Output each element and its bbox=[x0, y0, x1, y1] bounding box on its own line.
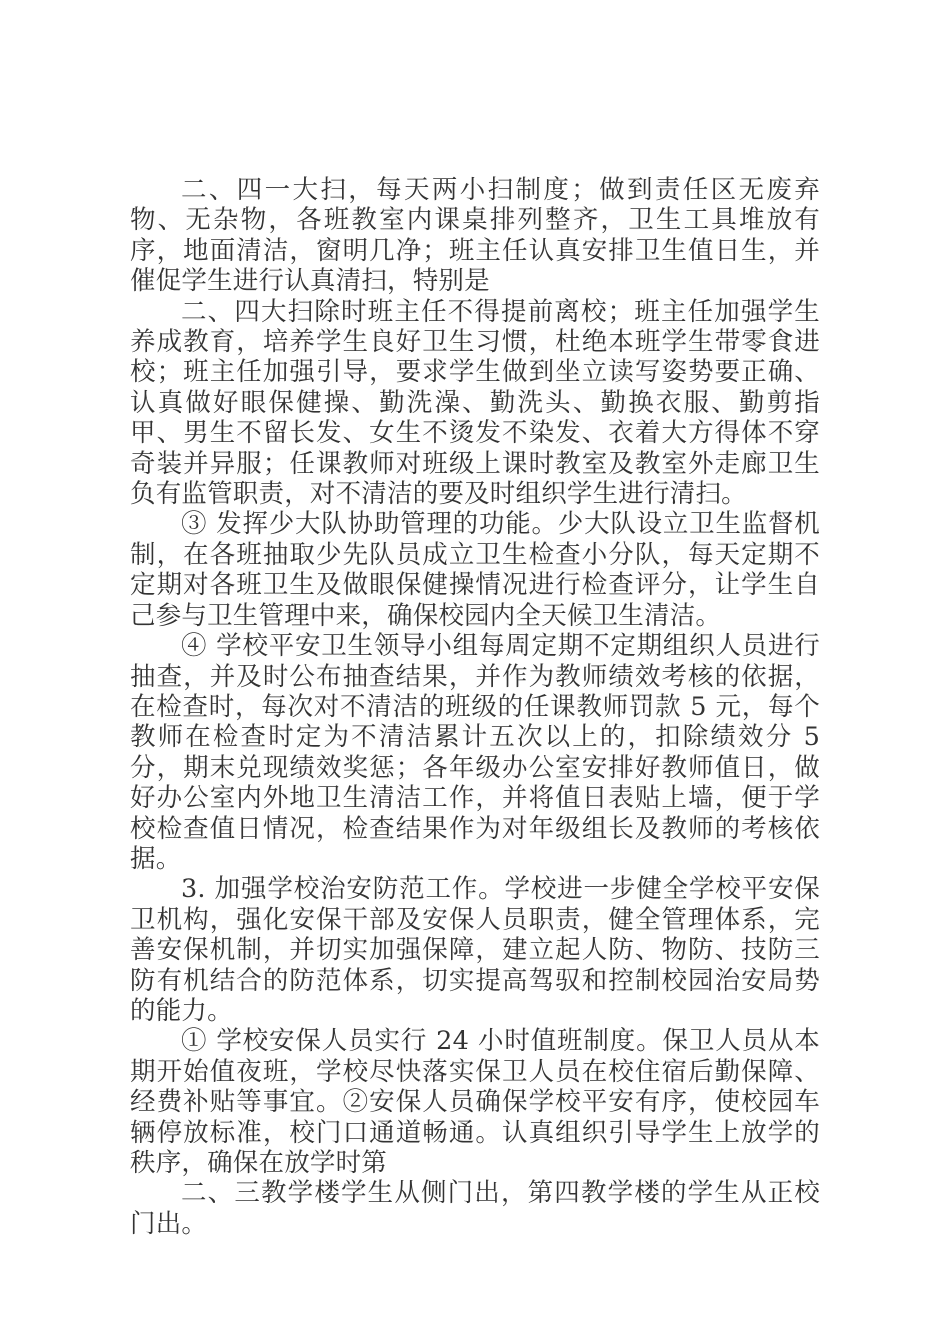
paragraph-1: 二、四一大扫，每天两小扫制度；做到责任区无废弃物、无杂物，各班教室内课桌排列整齐，卫生工具堆放有序，地面清洁，窗明几净；班主任认真安排卫生值日生，并催促学生进行认真清扫，特别是 bbox=[130, 175, 820, 297]
paragraph-3: ③ 发挥少大队协助管理的功能。少大队设立卫生监督机制，在各班抽取少先队员成立卫生检查小分队，每天定期不定期对各班卫生及做眼保健操情况进行检查评分，让学生自己参与卫生管理中来，确保校园内全天候卫生清洁。 bbox=[130, 509, 820, 631]
document-text-block bbox=[130, 175, 820, 1239]
paragraph-7: 二、三教学楼学生从侧门出，第四教学楼的学生从正校门出。 bbox=[130, 1178, 820, 1239]
paragraph-4: ④ 学校平安卫生领导小组每周定期不定期组织人员进行抽查，并及时公布抽查结果，并作为教师绩效考核的依据，在检查时，每次对不清洁的班级的任课教师罚款 5 元，每个教师在检查时定为不清洁累计五次以上的，扣除绩效分 5 分，期末兑现绩效奖惩；各年级办公室安排好教师值日，做好办公室内外地卫生清洁工作，并将值日表贴上墙，便于学校检查值日情况，检查结果作为对年级组长及教师的考核依据。 bbox=[130, 631, 820, 874]
paragraph-6: ① 学校安保人员实行 24 小时值班制度。保卫人员从本期开始值夜班，学校尽快落实保卫人员在校住宿后勤保障、经费补贴等事宜。②安保人员确保学校平安有序，使校园车辆停放标准，校门口通道畅通。认真组织引导学生上放学的秩序，确保在放学时第 bbox=[130, 1026, 820, 1178]
paragraph-2: 二、四大扫除时班主任不得提前离校；班主任加强学生养成教育，培养学生良好卫生习惯，杜绝本班学生带零食进校；班主任加强引导，要求学生做到坐立读写姿势要正确、认真做好眼保健操、勤洗澡、勤洗头、勤换衣服、勤剪指甲、男生不留长发、女生不烫发不染发、衣着大方得体不穿奇装并异服；任课教师对班级上课时教室及教室外走廊卫生负有监管职责，对不清洁的要及时组织学生进行清扫。 bbox=[130, 296, 820, 510]
paragraph-5: 3. 加强学校治安防范工作。学校进一步健全学校平安保卫机构，强化安保干部及安保人员职责，健全管理体系，完善安保机制，并切实加强保障，建立起人防、物防、技防三防有机结合的防范体系，切实提高驾驭和控制校园治安局势的能力。 bbox=[130, 874, 820, 1026]
